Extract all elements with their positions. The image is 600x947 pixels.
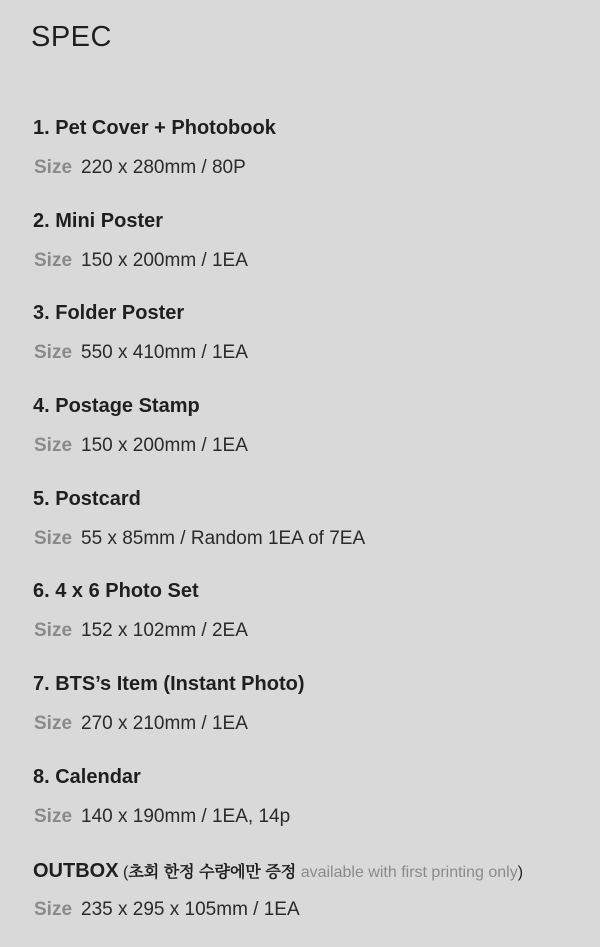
item-size-row — [34, 899, 300, 921]
spec-item-photo-set — [33, 576, 583, 669]
size-value: 140 x 190mm / 1EA, 14p — [81, 806, 290, 827]
size-label: Size — [34, 806, 72, 827]
spec-item-postcard — [33, 484, 583, 577]
size-label: Size — [34, 342, 72, 363]
size-label: Size — [34, 157, 72, 178]
spec-item-outbox — [33, 855, 583, 947]
outbox-title-row — [33, 859, 523, 883]
size-value: 550 x 410mm / 1EA — [81, 342, 248, 363]
size-value: 270 x 210mm / 1EA — [81, 713, 248, 734]
outbox-note-english: available with first printing only — [296, 864, 517, 881]
item-size-row — [34, 250, 248, 272]
size-label: Size — [34, 899, 72, 920]
item-size-row — [34, 435, 248, 457]
item-title: 3. Folder Poster — [33, 302, 184, 325]
item-title: 7. BTS’s Item (Instant Photo) — [33, 673, 305, 696]
size-value: 220 x 280mm / 80P — [81, 157, 246, 178]
page-title: SPEC — [31, 21, 112, 54]
spec-item-folder-poster — [33, 298, 583, 391]
outbox-paren-open: ( — [119, 864, 129, 881]
item-size-row — [34, 620, 248, 642]
size-label: Size — [34, 713, 72, 734]
spec-list — [33, 113, 583, 947]
outbox-title: OUTBOX — [33, 860, 119, 882]
spec-item-mini-poster — [33, 206, 583, 299]
size-label: Size — [34, 620, 72, 641]
item-title: 1. Pet Cover + Photobook — [33, 117, 276, 140]
size-value: 152 x 102mm / 2EA — [81, 620, 248, 641]
spec-item-postage-stamp — [33, 391, 583, 484]
item-size-row — [34, 342, 248, 364]
item-title: 6. 4 x 6 Photo Set — [33, 580, 199, 603]
outbox-note-korean: 초회 한정 수량에만 증정 — [128, 864, 296, 881]
size-value: 55 x 85mm / Random 1EA of 7EA — [81, 528, 365, 549]
size-value: 150 x 200mm / 1EA — [81, 435, 248, 456]
size-label: Size — [34, 435, 72, 456]
size-label: Size — [34, 250, 72, 271]
item-title: 5. Postcard — [33, 488, 141, 511]
item-title: 4. Postage Stamp — [33, 395, 200, 418]
item-title: 2. Mini Poster — [33, 210, 163, 233]
item-size-row — [34, 713, 248, 735]
item-title: 8. Calendar — [33, 766, 141, 789]
size-label: Size — [34, 528, 72, 549]
spec-item-pet-cover-photobook — [33, 113, 583, 206]
size-value: 150 x 200mm / 1EA — [81, 250, 248, 271]
item-size-row — [34, 157, 246, 179]
spec-item-bts-item — [33, 669, 583, 762]
item-size-row — [34, 528, 365, 550]
outbox-note — [119, 864, 523, 881]
item-size-row — [34, 806, 290, 828]
spec-item-calendar — [33, 762, 583, 855]
size-value: 235 x 295 x 105mm / 1EA — [81, 899, 300, 920]
outbox-paren-close: ) — [518, 864, 523, 881]
